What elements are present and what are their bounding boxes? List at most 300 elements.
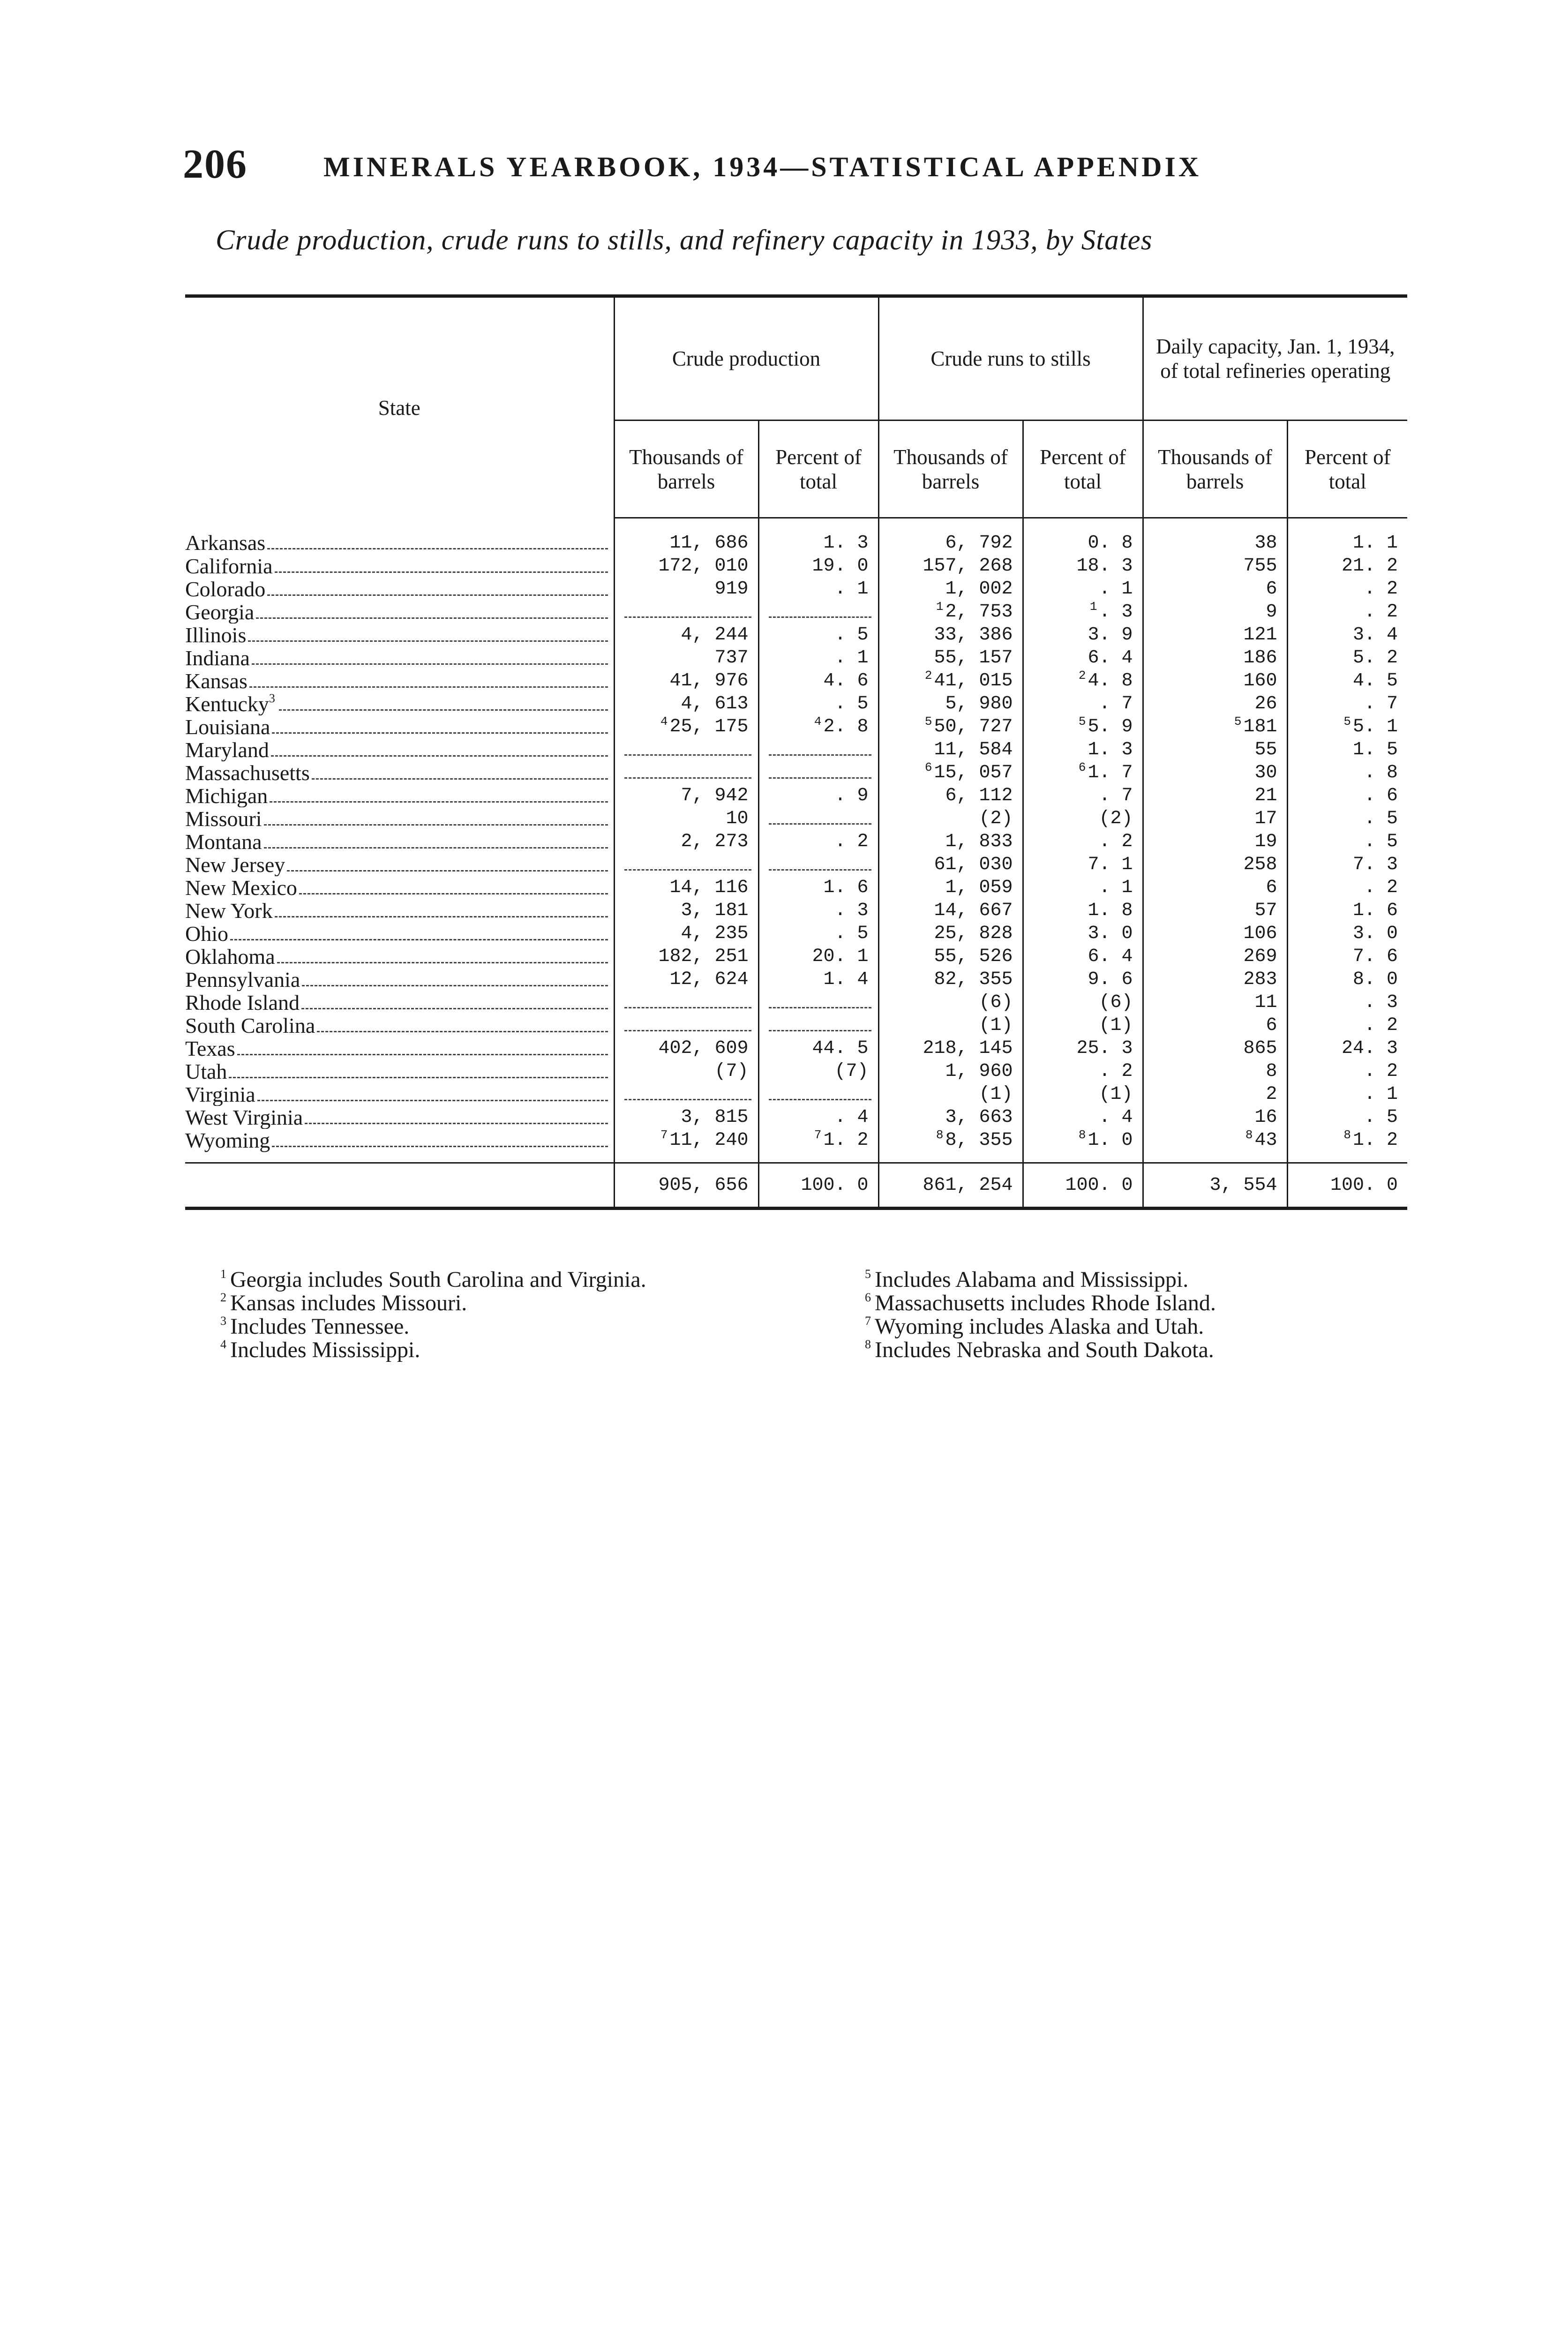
footnote-ref: 8: [1343, 1129, 1351, 1142]
production-thousands-cell: [614, 624, 758, 646]
capacity-percent-value: 3. 0: [1353, 923, 1398, 944]
production-percent-cell: [758, 646, 878, 669]
capacity-thousands-value: 865: [1243, 1038, 1277, 1059]
runs-percent-cell: [1023, 876, 1143, 899]
production-thousands-cell: [614, 738, 758, 761]
production-thousands-value: 10: [726, 808, 749, 829]
state-name: Maryland: [185, 738, 269, 761]
runs-thousands-cell: [878, 761, 1023, 784]
leader-dots: [252, 646, 608, 665]
capacity-thousands-cell: [1143, 830, 1287, 853]
production-thousands-value: 182, 251: [658, 946, 749, 967]
footnote-number: 1: [220, 1267, 226, 1281]
production-percent-cell: [758, 1060, 878, 1083]
leader-dots: [249, 669, 608, 688]
capacity-percent-cell: [1287, 761, 1407, 784]
state-cell: [185, 876, 614, 899]
production-thousands-cell: [614, 669, 758, 692]
production-percent-value: 44. 5: [812, 1038, 869, 1059]
runs-percent-value: (6): [1099, 992, 1133, 1013]
production-thousands-value: 11, 686: [669, 533, 749, 554]
capacity-thousands-cell: [1143, 555, 1287, 578]
footnotes-left-column: [220, 1268, 646, 1362]
capacity-thousands-value: 55: [1254, 739, 1277, 760]
table-row: [185, 1129, 1407, 1163]
production-percent-cell: [758, 669, 878, 692]
table-row: [185, 624, 1407, 646]
capacity-percent-cell: [1287, 624, 1407, 646]
runs-thousands-value: 55, 526: [934, 946, 1013, 967]
leader-dots: [279, 692, 608, 711]
runs-percent-value: 18. 3: [1076, 556, 1133, 577]
leader-dots: [230, 922, 608, 940]
leader-dots: [275, 899, 608, 917]
total-row-label: [185, 1163, 614, 1209]
runs-percent-value: 1. 7: [1088, 762, 1133, 783]
state-name: New York: [185, 899, 273, 922]
table-row: [185, 945, 1407, 968]
runs-percent-value: . 1: [1099, 578, 1133, 600]
state-name: Colorado: [185, 578, 266, 601]
table-row: [185, 1037, 1407, 1060]
capacity-percent-cell: [1287, 715, 1407, 738]
runs-percent-value: (2): [1099, 808, 1133, 829]
runs-percent-value: 1. 8: [1088, 900, 1133, 921]
capacity-percent-value: 5. 1: [1353, 716, 1398, 737]
runs-thousands-value: 82, 355: [934, 969, 1013, 990]
runs-thousands-header: Thousands of barrels: [878, 421, 1023, 518]
production-thousands-cell: [614, 1037, 758, 1060]
table-row: [185, 991, 1407, 1014]
capacity-percent-cell: [1287, 692, 1407, 715]
crude-runs-header: Crude runs to stills: [878, 296, 1143, 421]
capacity-percent-value: 5. 2: [1353, 647, 1398, 669]
state-cell: [185, 922, 614, 945]
state-cell: [185, 1037, 614, 1060]
production-thousands-cell: [614, 853, 758, 876]
production-percent-cell: [758, 899, 878, 922]
capacity-percent-value: 7. 6: [1353, 946, 1398, 967]
runs-thousands-value: 25, 828: [934, 923, 1013, 944]
book-title: MINERALS YEARBOOK, 1934—STATISTICAL APPENDIX: [323, 151, 1202, 182]
table-row: [185, 646, 1407, 669]
capacity-thousands-value: 6: [1266, 1015, 1277, 1036]
table-row: [185, 601, 1407, 624]
capacity-percent-value: . 2: [1364, 578, 1398, 600]
capacity-thousands-value: 11: [1254, 992, 1277, 1013]
capacity-thousands-cell: [1143, 1129, 1287, 1163]
runs-percent-cell: [1023, 1106, 1143, 1129]
table-row: [185, 853, 1407, 876]
state-cell: [185, 1129, 614, 1162]
leader-dots: [270, 784, 608, 803]
footnote-ref: 4: [814, 715, 822, 729]
footnote: [865, 1292, 1216, 1315]
leader-dots: [305, 1106, 608, 1124]
capacity-percent-cell: [1287, 830, 1407, 853]
capacity-thousands-cell: [1143, 945, 1287, 968]
runs-thousands-cell: [878, 555, 1023, 578]
state-cell: [185, 578, 614, 601]
capacity-thousands-value: 30: [1254, 762, 1277, 783]
production-thousands-cell: [614, 876, 758, 899]
footnote-ref: 1: [1089, 601, 1097, 614]
runs-percent-cell: [1023, 518, 1143, 555]
runs-percent-cell: [1023, 624, 1143, 646]
runs-percent-cell: [1023, 738, 1143, 761]
footnote-ref: 1: [936, 601, 944, 614]
runs-thousands-value: 5, 980: [945, 693, 1013, 714]
production-percent-value: . 1: [834, 647, 869, 669]
production-percent-value: 2. 8: [823, 716, 869, 737]
production-thousands-value: 14, 116: [669, 877, 749, 898]
production-thousands-value: 2, 273: [681, 831, 749, 852]
production-percent-value: . 5: [834, 624, 869, 646]
runs-thousands-cell: [878, 830, 1023, 853]
runs-thousands-value: 11, 584: [934, 739, 1013, 760]
runs-percent-cell: [1023, 922, 1143, 945]
runs-thousands-value: 1, 059: [945, 877, 1013, 898]
runs-thousands-value: 2, 753: [945, 601, 1013, 623]
production-thousands-cell: [614, 1014, 758, 1037]
footnote-ref: 7: [660, 1129, 668, 1142]
production-percent-value: . 5: [834, 923, 869, 944]
state-name: Virginia: [185, 1083, 255, 1106]
capacity-percent-value: 1. 1: [1353, 533, 1398, 554]
production-percent-header: Percent of total: [758, 421, 878, 518]
state-cell: [185, 692, 614, 715]
state-name: New Mexico: [185, 876, 297, 899]
state-cell: [185, 784, 614, 807]
footnote-ref: 8: [1078, 1129, 1086, 1142]
production-thousands-cell: [614, 899, 758, 922]
footnote: [865, 1315, 1216, 1338]
capacity-thousands-cell: [1143, 601, 1287, 624]
production-percent-value: . 5: [834, 693, 869, 714]
state-name: Pennsylvania: [185, 968, 300, 991]
capacity-thousands-value: 181: [1243, 716, 1277, 737]
capacity-percent-value: . 5: [1364, 808, 1398, 829]
production-thousands-header: Thousands of barrels: [614, 421, 758, 518]
state-cell: [185, 518, 614, 554]
capacity-percent-value: . 5: [1364, 831, 1398, 852]
production-thousands-value: 41, 976: [669, 670, 749, 691]
production-percent-cell: [758, 761, 878, 784]
state-cell: [185, 830, 614, 853]
runs-thousands-cell: [878, 1129, 1023, 1163]
table-body: [185, 518, 1407, 1163]
runs-thousands-cell: [878, 784, 1023, 807]
footnote-text: Includes Mississippi.: [230, 1337, 420, 1362]
capacity-percent-value: . 7: [1364, 693, 1398, 714]
total-capacity-thousands: 3, 554: [1143, 1163, 1287, 1209]
capacity-thousands-value: 269: [1243, 946, 1277, 967]
production-thousands-cell: [614, 1083, 758, 1106]
production-percent-cell: [758, 624, 878, 646]
production-thousands-cell: [614, 715, 758, 738]
runs-percent-cell: [1023, 1083, 1143, 1106]
production-percent-value: . 1: [834, 578, 869, 600]
production-thousands-value: 3, 815: [681, 1107, 749, 1128]
runs-percent-value: 6. 4: [1088, 647, 1133, 669]
production-thousands-cell: [614, 1060, 758, 1083]
leader-dots: [301, 991, 608, 1009]
runs-thousands-cell: [878, 738, 1023, 761]
table-row: [185, 555, 1407, 578]
production-thousands-cell: [614, 968, 758, 991]
table-row: [185, 738, 1407, 761]
production-thousands-cell: [614, 601, 758, 624]
leader-dots: [237, 1037, 608, 1055]
production-thousands-value: 4, 613: [681, 693, 749, 714]
table-row: [185, 899, 1407, 922]
runs-percent-value: 1. 3: [1088, 739, 1133, 760]
footnote-ref: 6: [1078, 761, 1086, 774]
runs-percent-cell: [1023, 1060, 1143, 1083]
state-name: Wyoming: [185, 1129, 270, 1152]
production-percent-cell: [758, 715, 878, 738]
footnote-number: 5: [865, 1267, 871, 1281]
runs-thousands-value: (1): [979, 1084, 1013, 1105]
runs-thousands-value: 61, 030: [934, 854, 1013, 875]
runs-percent-cell: [1023, 555, 1143, 578]
leader-dots: [267, 531, 608, 549]
state-name: Michigan: [185, 784, 268, 807]
footnote-ref: 2: [924, 669, 932, 683]
footnote-number: 2: [220, 1291, 226, 1304]
runs-thousands-value: 6, 792: [945, 533, 1013, 554]
state-column-header: State: [185, 296, 614, 518]
leader-dots: [229, 1060, 608, 1078]
capacity-percent-cell: [1287, 1037, 1407, 1060]
footnote: [220, 1338, 646, 1362]
runs-percent-cell: [1023, 991, 1143, 1014]
state-name: Utah: [185, 1060, 227, 1083]
production-percent-cell: [758, 853, 878, 876]
capacity-percent-cell: [1287, 669, 1407, 692]
footnote-text: Includes Nebraska and South Dakota.: [875, 1337, 1214, 1362]
production-percent-value: 1. 2: [823, 1130, 869, 1151]
table-row: [185, 1106, 1407, 1129]
runs-thousands-value: 3, 663: [945, 1107, 1013, 1128]
capacity-thousands-cell: [1143, 784, 1287, 807]
leader-dots: [287, 853, 608, 871]
state-cell: [185, 624, 614, 646]
footnote-ref: 3: [269, 692, 275, 705]
production-percent-cell: [758, 945, 878, 968]
capacity-percent-cell: [1287, 968, 1407, 991]
capacity-thousands-value: 160: [1243, 670, 1277, 691]
production-percent-value: 1. 4: [823, 969, 869, 990]
footnote-ref: 6: [924, 761, 932, 774]
production-percent-cell: [758, 601, 878, 624]
leader-dots: [299, 876, 608, 894]
footnote-ref: 2: [1078, 669, 1086, 683]
runs-thousands-cell: [878, 922, 1023, 945]
table-row: [185, 876, 1407, 899]
capacity-thousands-cell: [1143, 1014, 1287, 1037]
leader-dots: [257, 1083, 608, 1101]
capacity-thousands-cell: [1143, 692, 1287, 715]
capacity-percent-header: Percent of total: [1287, 421, 1407, 518]
footnote-ref: 7: [814, 1129, 822, 1142]
state-cell: [185, 555, 614, 578]
capacity-thousands-cell: [1143, 899, 1287, 922]
capacity-percent-cell: [1287, 1106, 1407, 1129]
runs-percent-value: 6. 4: [1088, 946, 1133, 967]
state-name: New Jersey: [185, 853, 285, 876]
runs-thousands-value: 1, 002: [945, 578, 1013, 600]
capacity-percent-value: . 2: [1364, 877, 1398, 898]
state-cell: [185, 807, 614, 830]
capacity-percent-value: . 5: [1364, 1107, 1398, 1128]
state-name: South Carolina: [185, 1014, 315, 1037]
capacity-percent-cell: [1287, 555, 1407, 578]
state-name: California: [185, 555, 273, 578]
state-cell: [185, 738, 614, 761]
runs-percent-value: 7. 1: [1088, 854, 1133, 875]
production-thousands-value: (7): [714, 1061, 749, 1082]
capacity-percent-value: 1. 5: [1353, 739, 1398, 760]
state-name: Illinois: [185, 624, 247, 646]
runs-percent-value: (1): [1099, 1015, 1133, 1036]
production-percent-cell: [758, 1106, 878, 1129]
footnote-ref: 5: [1343, 715, 1351, 729]
runs-thousands-cell: [878, 807, 1023, 830]
capacity-percent-cell: [1287, 991, 1407, 1014]
state-cell: [185, 715, 614, 738]
capacity-thousands-value: 283: [1243, 969, 1277, 990]
runs-percent-cell: [1023, 601, 1143, 624]
production-thousands-value: 7, 942: [681, 785, 749, 806]
production-thousands-value: 25, 175: [669, 716, 749, 737]
footnote-ref: 5: [1078, 715, 1086, 729]
runs-thousands-value: 33, 386: [934, 624, 1013, 646]
footnote-number: 4: [220, 1337, 226, 1351]
production-thousands-value: 12, 624: [669, 969, 749, 990]
state-name: Ohio: [185, 922, 228, 945]
footnote: [220, 1315, 646, 1338]
capacity-percent-cell: [1287, 1083, 1407, 1106]
runs-thousands-value: 55, 157: [934, 647, 1013, 669]
state-name: Louisiana: [185, 715, 270, 738]
footnote: [220, 1292, 646, 1315]
leader-dots: [317, 1014, 608, 1032]
capacity-thousands-cell: [1143, 646, 1287, 669]
capacity-thousands-cell: [1143, 761, 1287, 784]
production-percent-cell: [758, 738, 878, 761]
runs-percent-cell: [1023, 692, 1143, 715]
runs-percent-value: . 4: [1099, 1107, 1133, 1128]
production-percent-cell: [758, 1037, 878, 1060]
production-percent-cell: [758, 1014, 878, 1037]
capacity-percent-value: 21. 2: [1342, 556, 1398, 577]
runs-thousands-value: 41, 015: [934, 670, 1013, 691]
footnote-text: Massachusetts includes Rhode Island.: [875, 1291, 1216, 1315]
production-percent-cell: [758, 830, 878, 853]
production-percent-value: . 3: [834, 900, 869, 921]
runs-thousands-value: 6, 112: [945, 785, 1013, 806]
state-name: Kentucky: [185, 692, 269, 715]
leader-dots: [264, 830, 608, 849]
runs-percent-cell: [1023, 945, 1143, 968]
total-production-thousands: 905, 656: [614, 1163, 758, 1209]
production-thousands-cell: [614, 922, 758, 945]
production-thousands-value: 172, 010: [658, 556, 749, 577]
production-thousands-cell: [614, 1129, 758, 1163]
production-thousands-cell: [614, 646, 758, 669]
capacity-percent-cell: [1287, 784, 1407, 807]
production-percent-cell: [758, 1083, 878, 1106]
runs-percent-cell: [1023, 830, 1143, 853]
runs-thousands-cell: [878, 1014, 1023, 1037]
capacity-thousands-value: 2: [1266, 1084, 1277, 1105]
total-production-percent: 100. 0: [758, 1163, 878, 1209]
footnote-text: Kansas includes Missouri.: [230, 1291, 467, 1315]
production-thousands-value: 402, 609: [658, 1038, 749, 1059]
capacity-percent-cell: [1287, 601, 1407, 624]
runs-percent-value: . 3: [1099, 601, 1133, 623]
capacity-thousands-value: 186: [1243, 647, 1277, 669]
capacity-thousands-cell: [1143, 669, 1287, 692]
capacity-percent-value: 24. 3: [1342, 1038, 1398, 1059]
runs-thousands-value: 50, 727: [934, 716, 1013, 737]
runs-percent-cell: [1023, 1014, 1143, 1037]
running-head: [183, 141, 1383, 192]
production-thousands-value: 4, 235: [681, 923, 749, 944]
table-row: [185, 968, 1407, 991]
table-row: [185, 784, 1407, 807]
production-percent-cell: [758, 807, 878, 830]
capacity-thousands-value: 17: [1254, 808, 1277, 829]
capacity-thousands-value: 26: [1254, 693, 1277, 714]
capacity-thousands-value: 6: [1266, 578, 1277, 600]
state-name: Indiana: [185, 646, 250, 669]
leader-dots: [267, 578, 608, 596]
statistics-table: [185, 294, 1407, 1210]
production-percent-cell: [758, 784, 878, 807]
footnote-text: Wyoming includes Alaska and Utah.: [875, 1314, 1204, 1339]
capacity-thousands-value: 21: [1254, 785, 1277, 806]
table-row: [185, 518, 1407, 555]
capacity-percent-cell: [1287, 646, 1407, 669]
state-cell: [185, 601, 614, 624]
footnote-ref: 5: [1234, 715, 1242, 729]
capacity-percent-value: 1. 2: [1353, 1130, 1398, 1151]
runs-percent-cell: [1023, 968, 1143, 991]
runs-percent-cell: [1023, 807, 1143, 830]
state-cell: [185, 853, 614, 876]
capacity-thousands-cell: [1143, 738, 1287, 761]
state-name: Texas: [185, 1037, 235, 1060]
runs-thousands-cell: [878, 692, 1023, 715]
table-row: [185, 761, 1407, 784]
capacity-thousands-cell: [1143, 1060, 1287, 1083]
table-row: [185, 578, 1407, 601]
runs-percent-header: Percent of total: [1023, 421, 1143, 518]
capacity-thousands-value: 258: [1243, 854, 1277, 875]
capacity-thousands-value: 6: [1266, 877, 1277, 898]
runs-percent-value: 4. 8: [1088, 670, 1133, 691]
footnotes-right-column: [865, 1268, 1216, 1362]
production-percent-value: (7): [834, 1061, 869, 1082]
runs-thousands-value: 218, 145: [923, 1038, 1013, 1059]
runs-percent-cell: [1023, 669, 1143, 692]
footnote-ref: 4: [660, 715, 668, 729]
footnote-number: 3: [220, 1314, 226, 1328]
leader-dots: [302, 968, 608, 986]
leader-dots: [277, 945, 608, 963]
